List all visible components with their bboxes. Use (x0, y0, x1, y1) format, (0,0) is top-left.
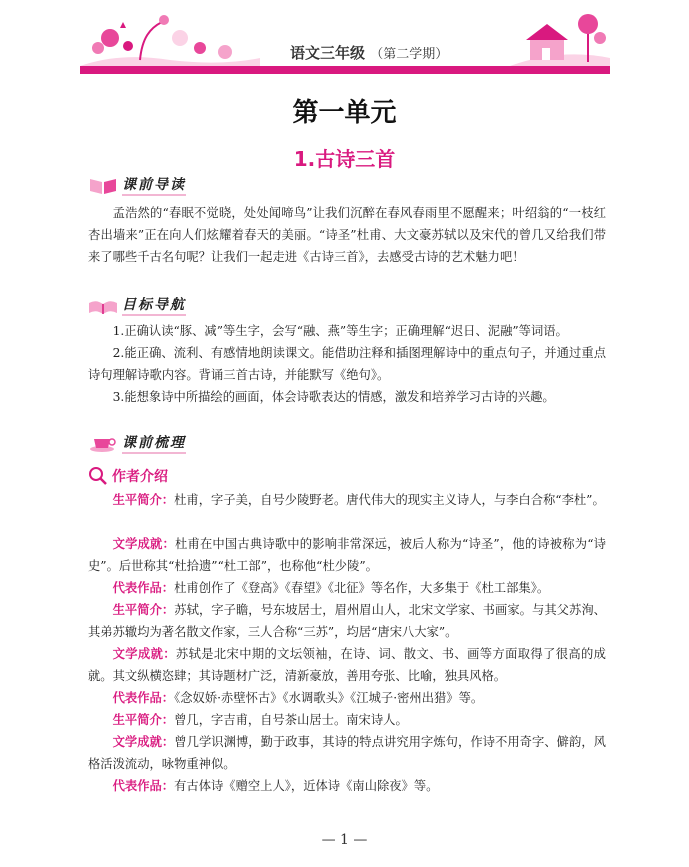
objective-item: 3.能想象诗中所描绘的画面，体会诗歌表达的情感，激发和培养学习古诗的兴趣。 (112, 390, 555, 404)
entry-label: 文学成就： (112, 537, 175, 551)
author-intro-heading (88, 466, 168, 486)
author-intro-label: 作者介绍 (112, 469, 168, 485)
entry-label: 文学成就： (112, 647, 176, 661)
entry-text: 苏轼，字子瞻，号东坡居士，眉州眉山人，北宋文学家、书画家。与其父苏洵、其弟苏辙均为著名散文作家，三人合称“三苏”，均居“唐宋八大家”。 (88, 603, 606, 639)
header-bar (80, 66, 610, 74)
entry-text: 曾几学识渊博，勤于政事，其诗的特点讲究用字炼句，作诗不用奇字、僻韵，风格活泼流动，咏物重神似。 (88, 735, 606, 771)
header-title: 语文三年级 （第二学期） (290, 44, 449, 62)
unit-title: 第一单元 (292, 98, 397, 128)
author-entry (88, 490, 606, 512)
author-entry (88, 710, 606, 732)
entry-label: 生平简介： (112, 603, 175, 617)
entry-text: 《念奴娇·赤壁怀古》《水调歌头》《江城子·密州出猎》等。 (174, 691, 484, 705)
entry-label: 生平简介： (112, 713, 175, 727)
section-label: 课前导读 (122, 174, 186, 196)
magnifier-icon (88, 466, 108, 486)
author-entry (88, 688, 606, 710)
author-entry (88, 644, 606, 687)
author-entry (88, 600, 606, 643)
entry-text: 杜甫，字子美，自号少陵野老。唐代伟大的现实主义诗人，与李白合称“李杜”。 (174, 493, 605, 507)
section-review (88, 432, 186, 454)
entry-label: 代表作品： (112, 691, 175, 705)
house-tree-decoration-icon (510, 8, 610, 66)
author-entry (88, 776, 606, 798)
left-floral-decoration-icon (80, 8, 260, 66)
entry-text: 苏轼是北宋中期的文坛领袖，在诗、词、散文、书、画等方面取得了很高的成就。其文纵横恣肆；其诗题材广泛，清新豪放，善用夸张、比喻，独具风格。 (88, 647, 606, 683)
section-preview-guide (88, 174, 186, 196)
section-objectives (88, 294, 186, 316)
intro-paragraph: 孟浩然的“春眠不觉晓，处处闻啼鸟”让我们沉醉在春风春雨里不愿醒来；叶绍翁的“一枝红杏出墙来”正在向人们炫耀着春天的美丽。“诗圣”杜甫、大文豪苏轼以及宋代的曾几又给我们带来了哪些千古名句呢？让我们一起走进《古诗三首》，去感受古诗的艺术魅力吧！ (88, 206, 606, 264)
section-label: 课前梳理 (122, 432, 186, 454)
author-entry (88, 732, 606, 775)
entry-text: 杜甫在中国古典诗歌中的影响非常深远，被后人称为“诗圣”，他的诗被称为“诗史”。后世称其“杜拾遗”“杜工部”，也称他“杜少陵”。 (88, 537, 606, 573)
author-entry (88, 578, 606, 600)
entry-label: 文学成就： (112, 735, 175, 749)
section-label: 目标导航 (122, 294, 186, 316)
objective-item: 2.能正确、流利、有感情地朗读课文。能借助注释和插图理解诗中的重点句子，并通过重点诗句理解诗歌内容。背诵三首古诗，并能默写《绝句》。 (88, 346, 606, 382)
entry-label: 代表作品： (112, 581, 175, 595)
author-entry (88, 534, 606, 577)
entry-text: 有古体诗《赠空上人》，近体诗《南山除夜》等。 (174, 779, 439, 793)
entry-text: 曾几，字吉甫，自号茶山居士。南宋诗人。 (174, 713, 408, 727)
page-number: — 1 — (321, 832, 368, 848)
lesson-title: 1.古诗三首 (293, 147, 396, 171)
teacup-icon (88, 433, 118, 453)
entry-label: 生平简介： (112, 493, 175, 507)
objective-item: 1.正确认读“豚、减”等生字，会写“融、燕”等生字；正确理解“迟日、泥融”等词语。 (112, 324, 568, 338)
page-header (80, 8, 610, 80)
open-book-icon (88, 295, 118, 315)
book-icon (88, 175, 118, 195)
entry-text: 杜甫创作了《登高》《春望》《北征》等名作，大多集于《杜工部集》。 (174, 581, 550, 595)
entry-label: 代表作品： (112, 779, 175, 793)
